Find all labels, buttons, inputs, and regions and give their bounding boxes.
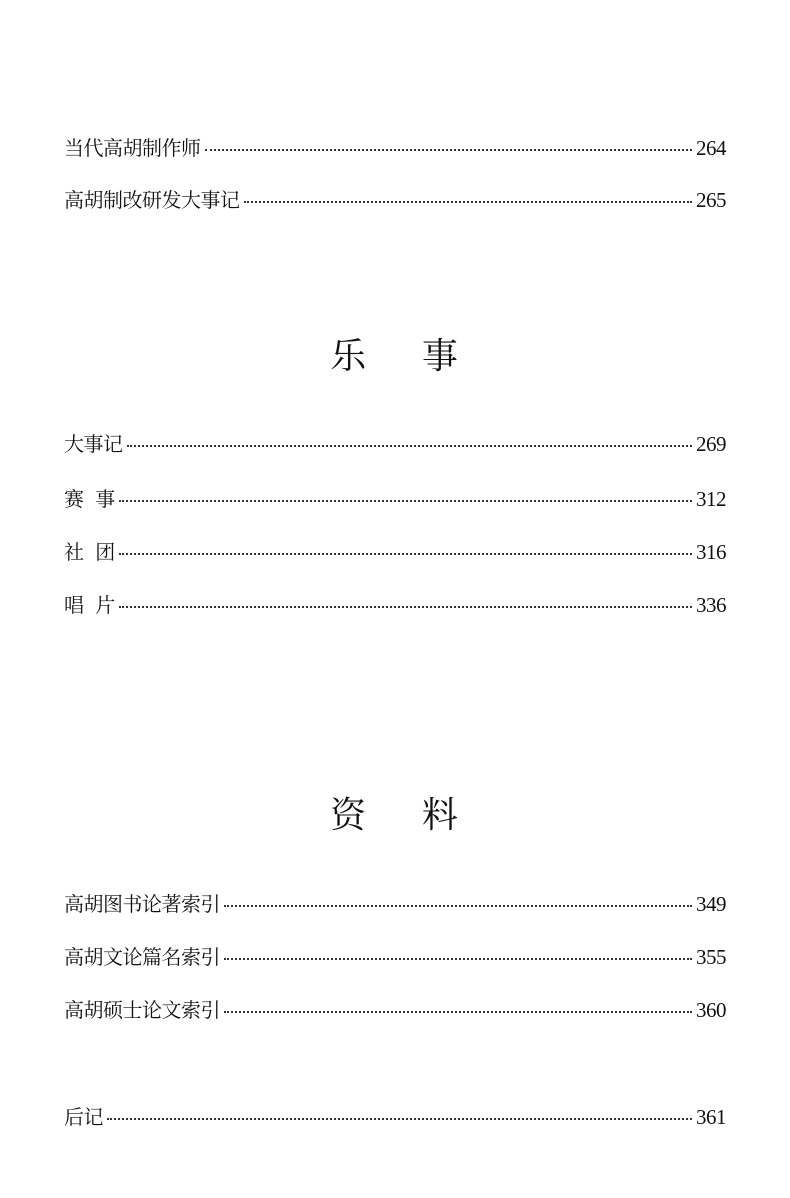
dot-leader — [224, 905, 692, 907]
toc-page-number: 360 — [696, 998, 726, 1022]
toc-page-number: 361 — [696, 1105, 726, 1129]
toc-entry-title: 高胡硕士论文索引 — [64, 998, 220, 1022]
toc-entry-title: 唱 片 — [64, 593, 115, 617]
toc-page-number: 336 — [696, 593, 726, 617]
toc-entry-title: 高胡文论篇名索引 — [64, 945, 220, 969]
toc-page-number: 269 — [696, 432, 726, 456]
dot-leader — [205, 149, 693, 151]
toc-page-number: 312 — [696, 487, 726, 511]
toc-entry[interactable] — [64, 593, 726, 617]
toc-entry[interactable] — [64, 188, 726, 212]
toc-entry[interactable] — [64, 1105, 726, 1129]
toc-entry[interactable] — [64, 487, 726, 511]
dot-leader — [107, 1118, 692, 1120]
toc-entry[interactable] — [64, 540, 726, 564]
toc-entry-title: 赛 事 — [64, 487, 115, 511]
toc-entry-title: 高胡图书论著索引 — [64, 892, 220, 916]
toc-entry-title: 高胡制改研发大事记 — [64, 188, 240, 212]
toc-entry[interactable] — [64, 998, 726, 1022]
toc-entry-title: 大事记 — [64, 432, 123, 456]
toc-entry-title: 社 团 — [64, 540, 115, 564]
dot-leader — [224, 958, 692, 960]
dot-leader — [119, 606, 692, 608]
section-heading: 乐 事 — [330, 336, 460, 377]
section-heading: 资 料 — [330, 795, 460, 836]
dot-leader — [244, 201, 693, 203]
toc-entry[interactable] — [64, 432, 726, 456]
dot-leader — [224, 1011, 692, 1013]
dot-leader — [119, 500, 692, 502]
toc-page-number: 355 — [696, 945, 726, 969]
toc-entry[interactable] — [64, 136, 726, 160]
toc-page-number: 349 — [696, 892, 726, 916]
toc-page-number: 264 — [696, 136, 726, 160]
dot-leader — [119, 553, 692, 555]
toc-entry-title: 当代高胡制作师 — [64, 136, 201, 160]
toc-entry[interactable] — [64, 892, 726, 916]
toc-page-number: 316 — [696, 540, 726, 564]
toc-entry[interactable] — [64, 945, 726, 969]
toc-page-number: 265 — [696, 188, 726, 212]
toc-entry-title: 后记 — [64, 1105, 103, 1129]
dot-leader — [127, 445, 693, 447]
